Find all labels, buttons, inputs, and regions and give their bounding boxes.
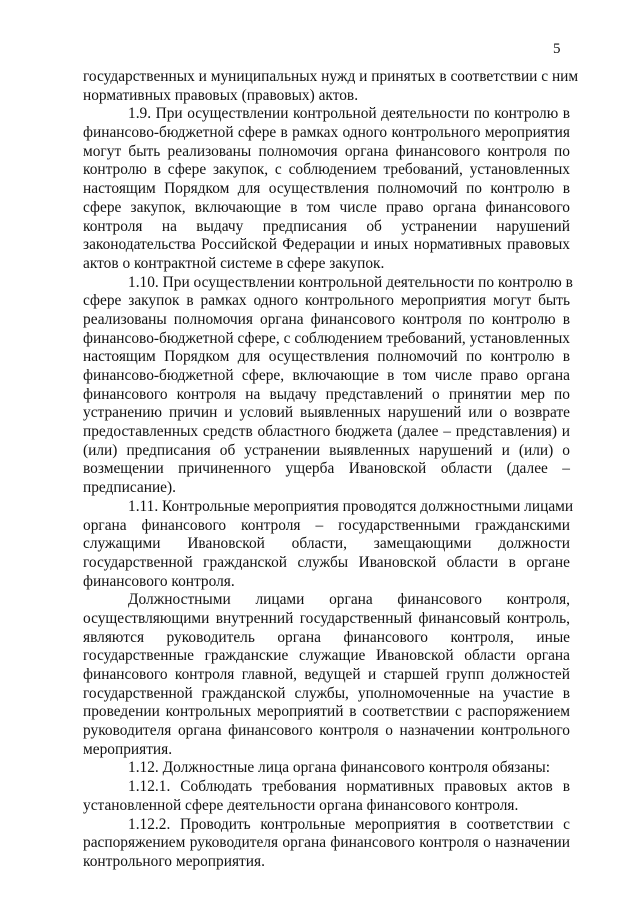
text-line: финансово-бюджетной сфере, с соблюдением требований, установленных (83, 329, 570, 347)
text-line: финансового контроля на выдачу представлений о принятии мер по (83, 385, 570, 403)
paragraph-officials-first-line: Должностными лицами органа финансового контроля, (128, 591, 570, 609)
text-line: государственные гражданские служащие Ивановской области органа (83, 647, 570, 665)
text-line: контролю в сфере закупок, с соблюдением требований, установленных (83, 161, 570, 179)
text-line: руководителя органа финансового контроля о назначении контрольного (83, 722, 570, 740)
text-line: предоставленных средств областного бюджета (далее – представления) и (83, 423, 570, 441)
paragraph-1-12-2-first-line: 1.12.2. Проводить контрольные мероприятия в соответствии с (128, 815, 570, 833)
text-line: контрольного мероприятия. (83, 852, 265, 870)
text-line: государственной гражданской службы, уполномоченные на участие в (83, 684, 570, 702)
paragraph-1-11-first-line: 1.11. Контрольные мероприятия проводятся должностными лицами (128, 497, 574, 515)
text-line: могут быть реализованы полномочия органа финансового контроля по (83, 142, 570, 160)
paragraph-1-9-first-line: 1.9. При осуществлении контрольной деятельности по контролю в (128, 105, 570, 123)
text-line: реализованы полномочия органа финансового контроля по контролю в (83, 310, 570, 328)
text-line: государственных и муниципальных нужд и принятых в соответствии с ним (83, 68, 579, 85)
page-number: 5 (553, 41, 561, 57)
text-line: являются руководитель органа финансового контроля, иные (83, 628, 570, 646)
text-line: (или) предписания об устранении выявленных нарушений и (или) о (83, 441, 570, 459)
text-line: осуществляющими внутренний государственный финансовый контроль, (83, 609, 570, 627)
text-line: устранению причин и условий выявленных нарушений или о возврате (83, 404, 570, 422)
text-line: настоящим Порядком для осуществления полномочий по контролю в (83, 180, 570, 198)
text-line: установленной сфере деятельности органа финансового контроля. (83, 796, 519, 814)
text-line: законодательства Российской Федерации и иных нормативных правовых (83, 236, 570, 254)
text-line: служащими Ивановской области, замещающими должности (83, 535, 570, 553)
text-line: распоряжением руководителя органа финансового контроля о назначении (83, 834, 570, 852)
text-line: проведении контрольных мероприятий в соответствии с распоряжением (83, 703, 570, 721)
text-line: органа финансового контроля – государственными гражданскими (83, 516, 570, 534)
text-line: настоящим Порядком для осуществления полномочий по контролю в (83, 348, 570, 366)
text-line: финансового контроля главной, ведущей и старшей групп должностей (83, 666, 570, 683)
text-line: нормативных правовых (правовых) актов. (83, 86, 359, 104)
text-line: финансово-бюджетной сфере в рамках одного контрольного мероприятия (83, 124, 570, 142)
paragraph-1-12-1-first-line: 1.12.1. Соблюдать требования нормативных правовых актов в (128, 778, 570, 796)
document-body (83, 68, 579, 872)
text-line: финансового контроля. (83, 572, 235, 590)
text-line: предписание). (83, 479, 176, 497)
text-line: государственной гражданской службы Ивановской области в органе (83, 553, 570, 571)
text-line: финансово-бюджетной сфере, включающие в том числе право органа (83, 367, 570, 384)
text-line: сфере закупок в рамках одного контрольного мероприятия могут быть (83, 292, 570, 310)
text-line: мероприятия. (83, 740, 173, 758)
text-line: актов о контрактной системе в сфере закупок. (83, 254, 385, 272)
text-line: контроля на выдачу предписания об устранении нарушений (83, 217, 570, 235)
text-line: возмещении причиненного ущерба Ивановской области (далее – (83, 460, 570, 478)
paragraph-1-12-line: 1.12. Должностные лица органа финансового контроля обязаны: (128, 759, 551, 777)
text-line: сфере закупок, включающие в том числе право органа финансового (83, 198, 570, 216)
paragraph-1-10-first-line: 1.10. При осуществлении контрольной деятельности по контролю в (128, 273, 573, 291)
